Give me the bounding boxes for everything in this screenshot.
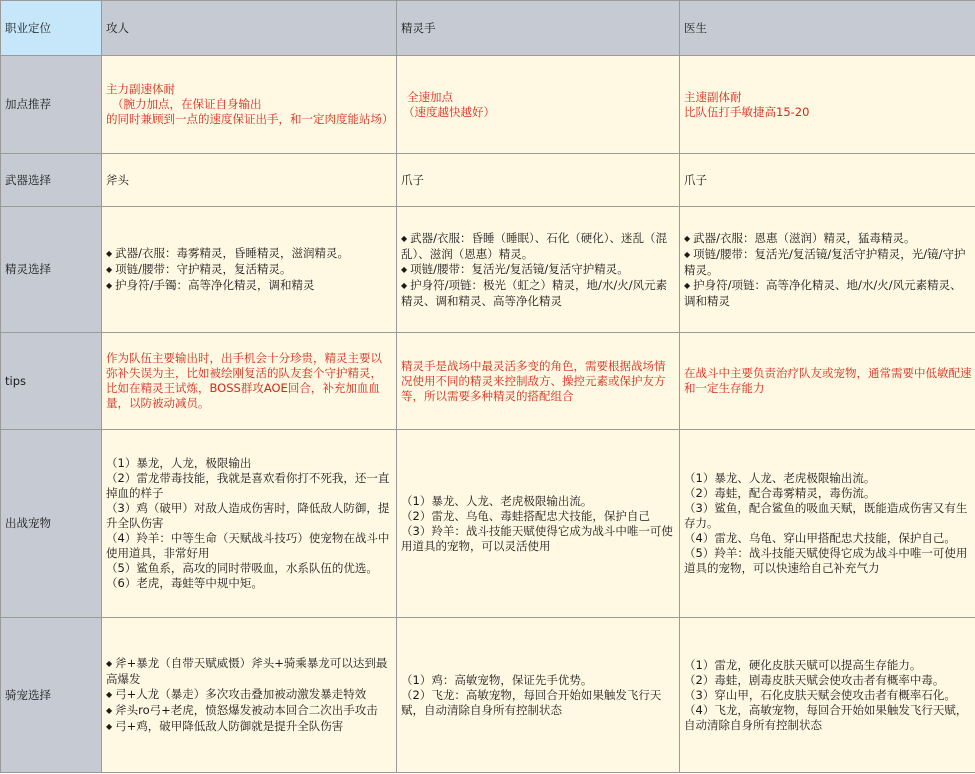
points-elf-master-line: （速度越快越好） [403, 104, 495, 119]
points-doctor-line: 主速副体耐 [684, 89, 742, 104]
spirit-elf-master-item: ◆ 武器/衣服：昏睡（睡眠）、石化（硬化）、迷乱（混乱）、滋润（恩惠）精灵。 [401, 231, 676, 262]
row-label-points[interactable]: 加点推荐 [1, 56, 102, 154]
row-pet [1, 430, 975, 618]
mount-elf-master-cell[interactable] [397, 618, 680, 773]
header-role[interactable]: 职业定位 [1, 1, 102, 56]
spirit-doctor-item: ◆ 武器/衣服：恩惠（滋润）精灵，猛毒精灵。 [684, 231, 972, 247]
pet-elf-master-item: （1）暴龙、人龙、老虎极限输出流。 [401, 493, 593, 508]
row-label-pet[interactable]: 出战宠物 [1, 430, 102, 618]
pet-attacker-item: （3）鸡（破甲）对敌人造成伤害时，降低敌人防御，提升全队伤害 [106, 501, 390, 530]
pet-attacker-item: （4）羚羊：中等生命（天赋战斗技巧）使宠物在战斗中使用道具，非常好用 [106, 531, 390, 560]
spirit-attacker-cell[interactable] [102, 207, 397, 333]
mount-attacker-item: ◆ 弓+人龙（暴走）多次攻击叠加被动激发暴走特效 [106, 687, 393, 703]
spirit-doctor-cell[interactable] [680, 207, 975, 333]
row-tips [1, 333, 975, 430]
pet-doctor-cell[interactable] [680, 430, 975, 618]
pet-elf-master-item: （2）雷龙、乌龟、毒蛙搭配忠犬技能，保护自己 [401, 508, 650, 523]
mount-attacker-item: ◆ 斧头ro弓+老虎，愤怒爆发被动本回合二次出手攻击 [106, 703, 393, 719]
row-spirit [1, 207, 975, 333]
pet-elf-master-cell[interactable] [397, 430, 680, 618]
tips-elf-master-cell[interactable]: 精灵手是战场中最灵活多变的角色，需要根据战场情况使用不同的精灵来控制敌方、操控元素或保护友方等，所以需要多种精灵的搭配组合 [397, 333, 680, 430]
mount-attacker-item: ◆ 斧+暴龙（自带天赋威慑）斧头+骑乘暴龙可以达到最高爆发 [106, 656, 393, 687]
spirit-attacker-item: ◆ 武器/衣服：毒雾精灵，昏睡精灵，滋润精灵。 [106, 246, 393, 262]
row-label-spirit[interactable]: 精灵选择 [1, 207, 102, 333]
points-attacker-line: 主力副速体耐 [106, 82, 175, 96]
mount-attacker-item: ◆ 弓+鸡，破甲降低敌人防御就是提升全队伤害 [106, 719, 393, 735]
points-elf-master-line: 全速加点 [407, 89, 453, 104]
weapon-attacker-cell[interactable]: 斧头 [102, 154, 397, 207]
points-doctor-cell[interactable] [680, 56, 975, 154]
header-elf-master[interactable]: 精灵手 [397, 1, 680, 56]
row-weapon [1, 154, 975, 207]
points-elf-master-cell[interactable] [397, 56, 680, 154]
pet-attacker-cell[interactable] [102, 430, 397, 618]
weapon-elf-master-cell[interactable]: 爪子 [397, 154, 680, 207]
pet-attacker-item: （2）雷龙带毒技能，我就是喜欢看你打不死我，还一直掉血的样子 [106, 471, 390, 500]
row-label-mount[interactable]: 骑宠选择 [1, 618, 102, 773]
mount-doctor-item: （2）毒蛙，剧毒皮肤天赋会使攻击者有概率中毒。 [684, 672, 945, 687]
mount-doctor-cell[interactable] [680, 618, 975, 773]
spirit-elf-master-item: ◆ 项链/腰带：复活光/复活镜/复活守护精灵。 [401, 262, 676, 278]
spirit-elf-master-cell[interactable] [397, 207, 680, 333]
row-label-tips[interactable]: tips [1, 333, 102, 430]
row-points [1, 56, 975, 154]
header-doctor[interactable]: 医生 [680, 1, 975, 56]
mount-doctor-item: （1）雷龙，硬化皮肤天赋可以提高生存能力。 [684, 657, 922, 672]
points-attacker-cell[interactable] [102, 56, 397, 154]
spirit-attacker-item: ◆ 护身符/手镯：高等净化精灵，调和精灵 [106, 278, 393, 294]
points-attacker-line: （腕力加点，在保证自身输出 [112, 97, 262, 111]
tips-doctor-cell[interactable]: 在战斗中主要负责治疗队友或宠物，通常需要中低敏配速和一定生存能力 [680, 333, 975, 430]
pet-doctor-item: （3）鲨鱼，配合鲨鱼的吸血天赋，既能造成伤害又有生存力。 [684, 501, 968, 530]
mount-doctor-item: （4）飞龙，高敏宠物，每回合开始如果触发飞行天赋，自动清除自身所有控制状态 [684, 702, 968, 732]
pet-attacker-item: （6）老虎，毒蛙等中规中矩。 [106, 576, 263, 590]
mount-elf-master-item: （1）鸡：高敏宠物，保证先手优势。 [401, 672, 593, 687]
spirit-doctor-item: ◆ 项链/腰带：复活光/复活镜/复活守护精灵，光/镜/守护精灵。 [684, 247, 972, 278]
spirit-elf-master-item: ◆ 护身符/项链：极光（虹之）精灵，地/水/火/风元素精灵、调和精灵、高等净化精灵 [401, 278, 676, 309]
row-mount [1, 618, 975, 773]
pet-doctor-item: （4）雷龙、乌龟、穿山甲搭配忠犬技能，保护自己。 [684, 531, 956, 545]
header-attacker[interactable]: 攻人 [102, 1, 397, 56]
pet-attacker-item: （1）暴龙，人龙，极限输出 [106, 456, 252, 470]
pet-attacker-item: （5）鲨鱼系，高攻的同时带吸血，水系队伍的优选。 [106, 561, 378, 575]
weapon-doctor-cell[interactable]: 爪子 [680, 154, 975, 207]
pet-doctor-item: （1）暴龙、人龙、老虎极限输出流。 [684, 471, 876, 485]
points-attacker-line: 的同时兼顾到一点的速度保证出手，和一定肉度能站场） [106, 112, 394, 126]
header-row [1, 1, 975, 56]
mount-attacker-cell[interactable] [102, 618, 397, 773]
mount-elf-master-item: （2）飞龙：高敏宠物，每回合开始如果触发飞行天赋，自动清除自身所有控制状态 [401, 687, 662, 717]
pet-doctor-item: （5）羚羊：战斗技能天赋使得它成为战斗中唯一可使用道具的宠物，可以快速给自己补充气力 [684, 546, 968, 575]
spirit-attacker-item: ◆ 项链/腰带：守护精灵，复活精灵。 [106, 262, 393, 278]
tips-attacker-cell[interactable]: 作为队伍主要输出时，出手机会十分珍贵，精灵主要以弥补失误为主，比如被绘刚复活的队友套个守护精灵，比如在精灵王试炼，BOSS群攻AOE回合，补充加血血量，以防被动减员。 [102, 333, 397, 430]
row-label-weapon[interactable]: 武器选择 [1, 154, 102, 207]
spirit-doctor-item: ◆ 护身符/项链：高等净化精灵、地/水/火/风元素精灵、调和精灵 [684, 278, 972, 309]
mount-doctor-item: （3）穿山甲，石化皮肤天赋会使攻击者有概率石化。 [684, 687, 956, 702]
points-doctor-line: 比队伍打手敏捷高15-20 [684, 104, 810, 119]
pet-doctor-item: （2）毒蛙，配合毒雾精灵，毒伤流。 [684, 486, 876, 500]
pet-elf-master-item: （3）羚羊：战斗技能天赋使得它成为战斗中唯一可使用道具的宠物，可以灵活使用 [401, 523, 673, 553]
